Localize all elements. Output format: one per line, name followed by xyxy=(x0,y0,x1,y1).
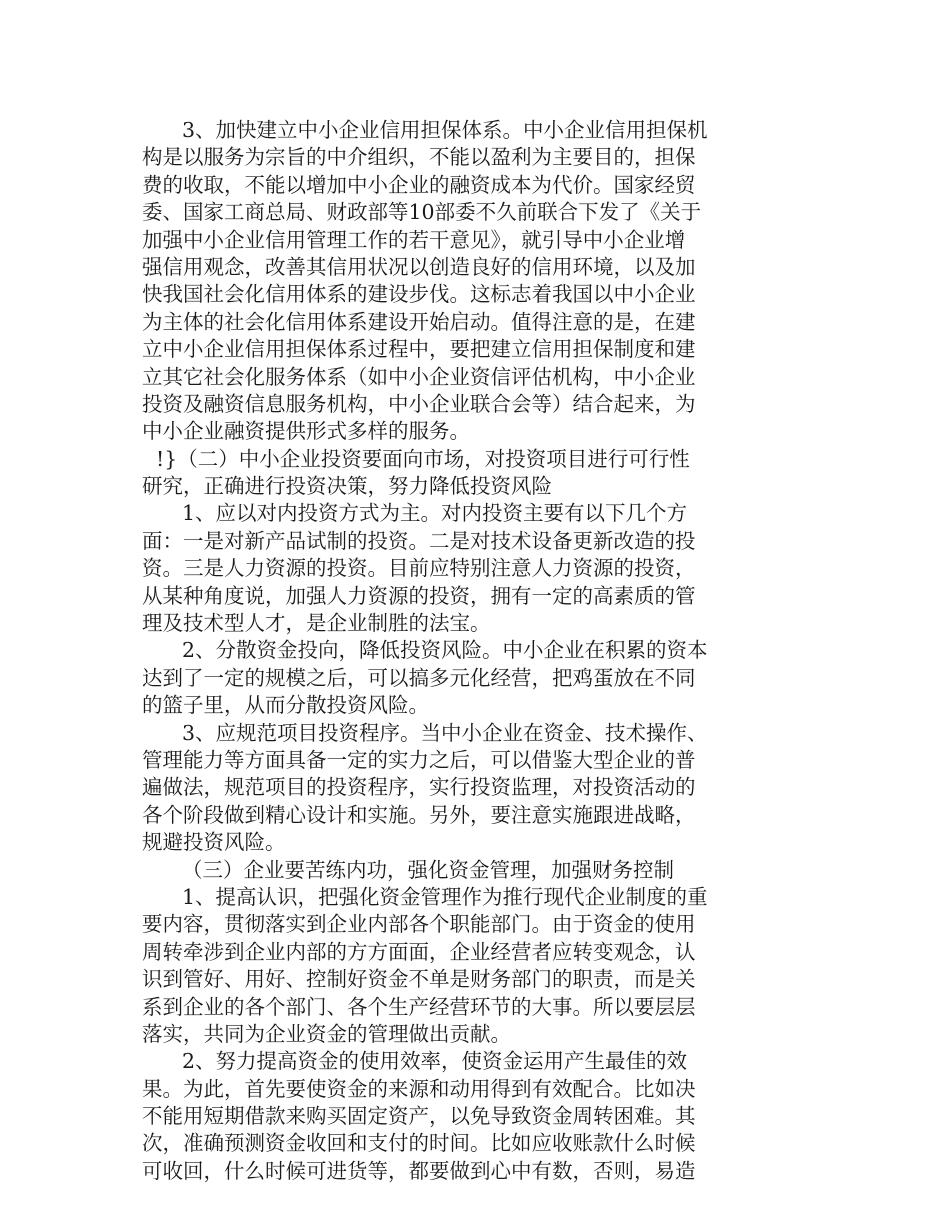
text-line: 加强中小企业信用管理工作的若干意见》，就引导中小企业增 xyxy=(142,227,686,252)
text-line: 资。三是人力资源的投资。目前应特别注意人力资源的投资， xyxy=(142,556,696,581)
text-line: 达到了一定的规模之后，可以搞多元化经营，把鸡蛋放在不同 xyxy=(142,665,696,690)
text-line: 遍做法，规范项目的投资程序，实行投资监理，对投资活动的 xyxy=(142,775,696,800)
text-line: 从某种角度说，加强人力资源的投资，拥有一定的高素质的管 xyxy=(142,583,696,608)
text-line: 周转牵涉到企业内部的方方面面，企业经营者应转变观念，认 xyxy=(142,939,696,964)
document-body xyxy=(142,117,742,1185)
text-line: 3、应规范项目投资程序。当中小企业在资金、技术操作、 xyxy=(182,720,708,745)
text-line: 构是以服务为宗旨的中介组织，不能以盈利为主要目的，担保 xyxy=(142,145,696,170)
text-line: 研究，正确进行投资决策，努力降低投资风险 xyxy=(142,474,552,499)
text-line: 次，准确预测资金收回和支付的时间。比如应收账款什么时候 xyxy=(142,1131,696,1156)
text-line: 立其它社会化服务体系（如中小企业资信评估机构，中小企业 xyxy=(142,364,696,389)
text-line: 委、国家工商总局、财政部等10部委不久前联合下发了《关于 xyxy=(142,200,702,225)
text-line: 不能用短期借款来购买固定资产，以免导致资金周转困难。其 xyxy=(142,1104,696,1129)
text-line: 快我国社会化信用体系的建设步伐。这标志着我国以中小企业 xyxy=(142,282,696,307)
text-line: 面：一是对新产品试制的投资。二是对技术设备更新改造的投 xyxy=(142,528,696,553)
text-line: 管理能力等方面具备一定的实力之后，可以借鉴大型企业的普 xyxy=(142,747,696,772)
text-line: 为主体的社会化信用体系建设开始启动。值得注意的是，在建 xyxy=(142,309,696,334)
text-line: 3、加快建立中小企业信用担保体系。中小企业信用担保机 xyxy=(182,118,708,142)
text-line: 2、分散资金投向，降低投资风险。中小企业在积累的资本 xyxy=(182,638,708,663)
text-line: 强信用观念，改善其信用状况以创造良好的信用环境，以及加 xyxy=(142,254,696,279)
text-line: 投资及融资信息服务机构，中小企业联合会等）结合起来，为 xyxy=(142,391,696,416)
text-line: 规避投资风险。 xyxy=(142,830,286,855)
text-line: 理及技术型人才，是企业制胜的法宝。 xyxy=(142,611,491,636)
text-line: 1、提高认识，把强化资金管理作为推行现代企业制度的重 xyxy=(182,884,708,909)
text-line: 中小企业融资提供形式多样的服务。 xyxy=(142,419,470,444)
text-line: 各个阶段做到精心设计和实施。另外，要注意实施跟进战略， xyxy=(142,802,696,827)
text-line: !}（二）中小企业投资要面向市场，对投资项目进行可行性 xyxy=(156,446,690,471)
text-line: 可收回，什么时候可进货等，都要做到心中有数，否则，易造 xyxy=(142,1158,696,1183)
text-line: 立中小企业信用担保体系过程中，要把建立信用担保制度和建 xyxy=(142,337,696,362)
text-line: 系到企业的各个部门、各个生产经营环节的大事。所以要层层 xyxy=(142,994,696,1019)
text-line: （三）企业要苦练内功，强化资金管理，加强财务控制 xyxy=(182,857,674,882)
text-line: 的篮子里，从而分散投资风险。 xyxy=(142,693,429,718)
text-line: 费的收取，不能以增加中小企业的融资成本为代价。国家经贸 xyxy=(142,172,696,197)
text-line: 果。为此，首先要使资金的来源和动用得到有效配合。比如决 xyxy=(142,1076,696,1101)
text-line: 落实，共同为企业资金的管理做出贡献。 xyxy=(142,1021,511,1046)
text-line: 2、努力提高资金的使用效率，使资金运用产生最佳的效 xyxy=(182,1049,688,1074)
text-line: 要内容，贯彻落实到企业内部各个职能部门。由于资金的使用 xyxy=(142,912,696,937)
text-line: 1、应以对内投资方式为主。对内投资主要有以下几个方 xyxy=(182,501,688,526)
text-line: 识到管好、用好、控制好资金不单是财务部门的职责，而是关 xyxy=(142,967,696,992)
